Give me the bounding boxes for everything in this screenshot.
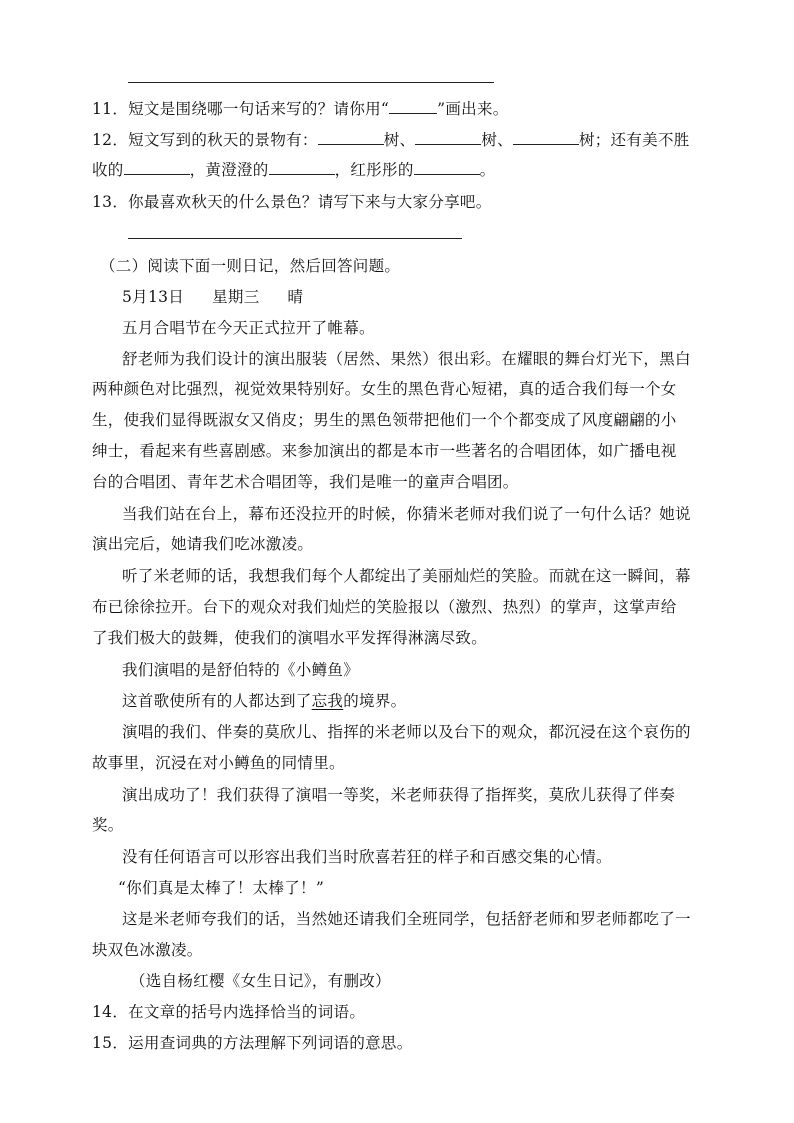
diary-line: 奖。 xyxy=(92,816,124,834)
diary-line: 绅士，看起来有些喜剧感。来参加演出的都是本市一些著名的合唱团体，如广播电视 xyxy=(92,442,677,460)
answer-blank[interactable] xyxy=(389,99,437,114)
diary-line: 台的合唱团、青年艺术合唱团等，我们是唯一的童声合唱团。 xyxy=(92,473,519,491)
answer-blank[interactable] xyxy=(318,130,384,145)
diary-date-line xyxy=(122,287,303,307)
diary-line: 布已徐徐拉开。台下的观众对我们灿烂的笑脸报以（激烈、热烈）的掌声，这掌声给 xyxy=(92,598,677,616)
answer-blank[interactable] xyxy=(124,160,190,175)
diary-date: 5月13日 xyxy=(122,288,185,306)
answer-blank[interactable] xyxy=(415,130,481,145)
answer-line-q10 xyxy=(128,82,494,83)
question-15: 15．运用查词典的方法理解下列词语的意思。 xyxy=(92,1034,413,1052)
diary-paragraph: 这是米老师夸我们的话，当然她还请我们全班同学，包括舒老师和罗老师都吃了一 xyxy=(122,910,691,928)
diary-paragraph: 当我们站在台上，幕布还没拉开的时候，你猜米老师对我们说了一句什么话？她说 xyxy=(122,505,691,523)
answer-line-q13 xyxy=(128,238,462,239)
question-12-cont: 收的 ，黄澄澄的 ，红彤彤的 。 xyxy=(92,161,496,179)
diary-paragraph: 没有任何语言可以形容出我们当时欣喜若狂的样子和百感交集的心情。 xyxy=(122,848,612,866)
diary-line: 两种颜色对比强烈，视觉效果特别好。女生的黑色背心短裙，真的适合我们每一个女 xyxy=(92,380,677,398)
source-citation: （选自杨红樱《女生日记》，有删改） xyxy=(130,972,391,990)
underlined-word: 忘我 xyxy=(311,692,344,710)
diary-paragraph: 演出成功了！我们获得了演唱一等奖，米老师获得了指挥奖，莫欣儿获得了伴奏 xyxy=(122,786,676,804)
question-13: 13．你最喜欢秋天的什么景色？请写下来与大家分享吧。 xyxy=(92,193,492,211)
diary-paragraph: 舒老师为我们设计的演出服装（居然、果然）很出彩。在耀眼的舞台灯光下，黑白 xyxy=(122,350,691,368)
diary-paragraph: 我们演唱的是舒伯特的《小鳟鱼》 xyxy=(122,661,360,679)
question-11: 11．短文是围绕哪一句话来写的？请你用“ ”画出来。 xyxy=(92,100,509,118)
diary-paragraph: 演唱的我们、伴奏的莫欣儿、指挥的米老师以及台下的观众，都沉浸在这个哀伤的 xyxy=(122,723,691,741)
diary-line: 了我们极大的鼓舞，使我们的演唱水平发挥得淋漓尽致。 xyxy=(92,629,488,647)
answer-blank[interactable] xyxy=(269,160,335,175)
section-heading: （二）阅读下面一则日记，然后回答问题。 xyxy=(100,257,401,275)
question-12: 12．短文写到的秋天的景物有： 树、 树、 树；还有美不胜 xyxy=(92,131,690,149)
diary-paragraph: 听了米老师的话，我想我们每个人都绽出了美丽灿烂的笑脸。而就在这一瞬间，幕 xyxy=(122,567,691,585)
diary-weekday: 星期三 xyxy=(212,288,260,306)
answer-blank[interactable] xyxy=(513,130,579,145)
diary-line: 生，使我们显得既淑女又俏皮；男生的黑色领带把他们一个个都变成了风度翩翩的小 xyxy=(92,411,677,429)
diary-line: 故事里，沉浸在对小鳟鱼的同情里。 xyxy=(92,754,345,772)
question-14: 14．在文章的括号内选择恰当的词语。 xyxy=(92,1003,366,1021)
diary-weather: 晴 xyxy=(287,288,304,306)
diary-paragraph: 五月合唱节在今天正式拉开了帷幕。 xyxy=(122,319,375,337)
answer-blank[interactable] xyxy=(414,160,480,175)
diary-paragraph: 这首歌使所有的人都达到了忘我的境界。 xyxy=(122,692,407,710)
diary-line: 块双色冰激凌。 xyxy=(92,941,203,959)
diary-quote: “你们真是太棒了！太棒了！” xyxy=(118,879,325,897)
diary-line: 演出完后，她请我们吃冰激凌。 xyxy=(92,535,314,553)
